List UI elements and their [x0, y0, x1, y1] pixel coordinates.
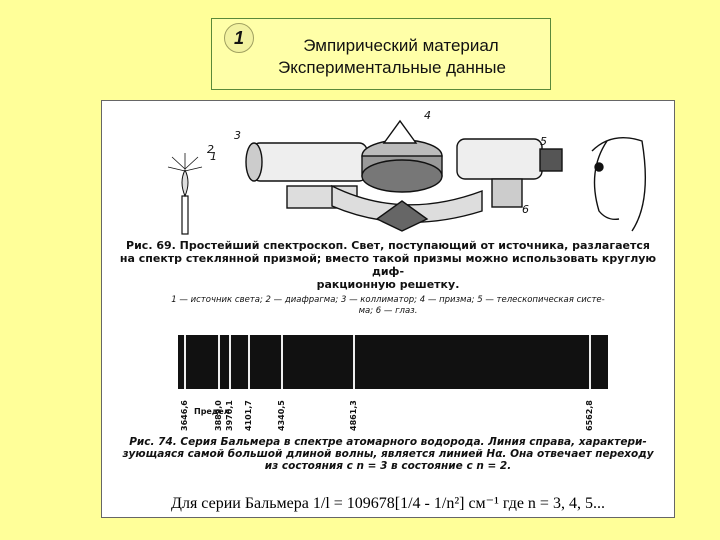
part-label-4: 4 [424, 109, 431, 122]
spectral-line [229, 335, 231, 389]
wavelength-label: 6562,8 [584, 400, 594, 431]
title-box [211, 18, 551, 90]
part-label-1: 1 [210, 150, 217, 163]
figure-panel [101, 100, 675, 518]
spectral-line [248, 335, 250, 389]
predel-label: Предел [194, 407, 230, 416]
spectral-line [281, 335, 283, 389]
wavelength-label: 3646,6 [180, 400, 190, 431]
candle-icon [168, 153, 202, 234]
caption-balmer: Рис. 74. Серия Бальмера в спектре атомарного водорода. Линия справа, характери- зующаяся самой большой длиной волны, является линией Hα. Она отвечает переходу из состояния с n = 3 в состояние с n = 2. [122, 436, 654, 472]
observer-face [592, 138, 645, 231]
caption-spectroscope: Рис. 69. Простейший спектроскоп. Свет, поступающий от источника, разлагается на спектр стеклянной призмой; вместо такой призмы можно использовать круглую диф- ракционную решетку. [119, 239, 657, 291]
wavelength-label: 4340,5 [276, 400, 286, 431]
legend-spectroscope: 1 — источник света; 2 — диафрагма; 3 — коллиматор; 4 — призма; 5 — телескопическая систе- ма; 6 — глаз. [171, 295, 605, 316]
wavelength-label: 4101,7 [243, 400, 253, 431]
slide-number-badge: 1 [224, 23, 254, 53]
spectral-line [218, 335, 220, 389]
wavelength-label: 3889,0 [214, 400, 224, 431]
part-label-2: 2 [207, 143, 214, 156]
part-label-6: 6 [522, 203, 529, 216]
spectral-line [353, 335, 355, 389]
title-line-2: Экспериментальные данные [278, 58, 506, 77]
balmer-spectrum [178, 335, 608, 389]
title-line-1: Эмпирический материал [303, 36, 499, 55]
part-label-5: 5 [540, 135, 547, 148]
wavelength-label: 3970,1 [225, 400, 235, 431]
balmer-formula: Для серии Бальмера 1/l = 109678[1/4 - 1/n²] см⁻¹ где n = 3, 4, 5... [171, 495, 605, 512]
spectroscope-illustration [102, 101, 674, 236]
spectral-line [589, 335, 591, 389]
wavelength-label: 4861,3 [348, 400, 358, 431]
spectral-line [184, 335, 186, 389]
part-label-3: 3 [234, 129, 241, 142]
